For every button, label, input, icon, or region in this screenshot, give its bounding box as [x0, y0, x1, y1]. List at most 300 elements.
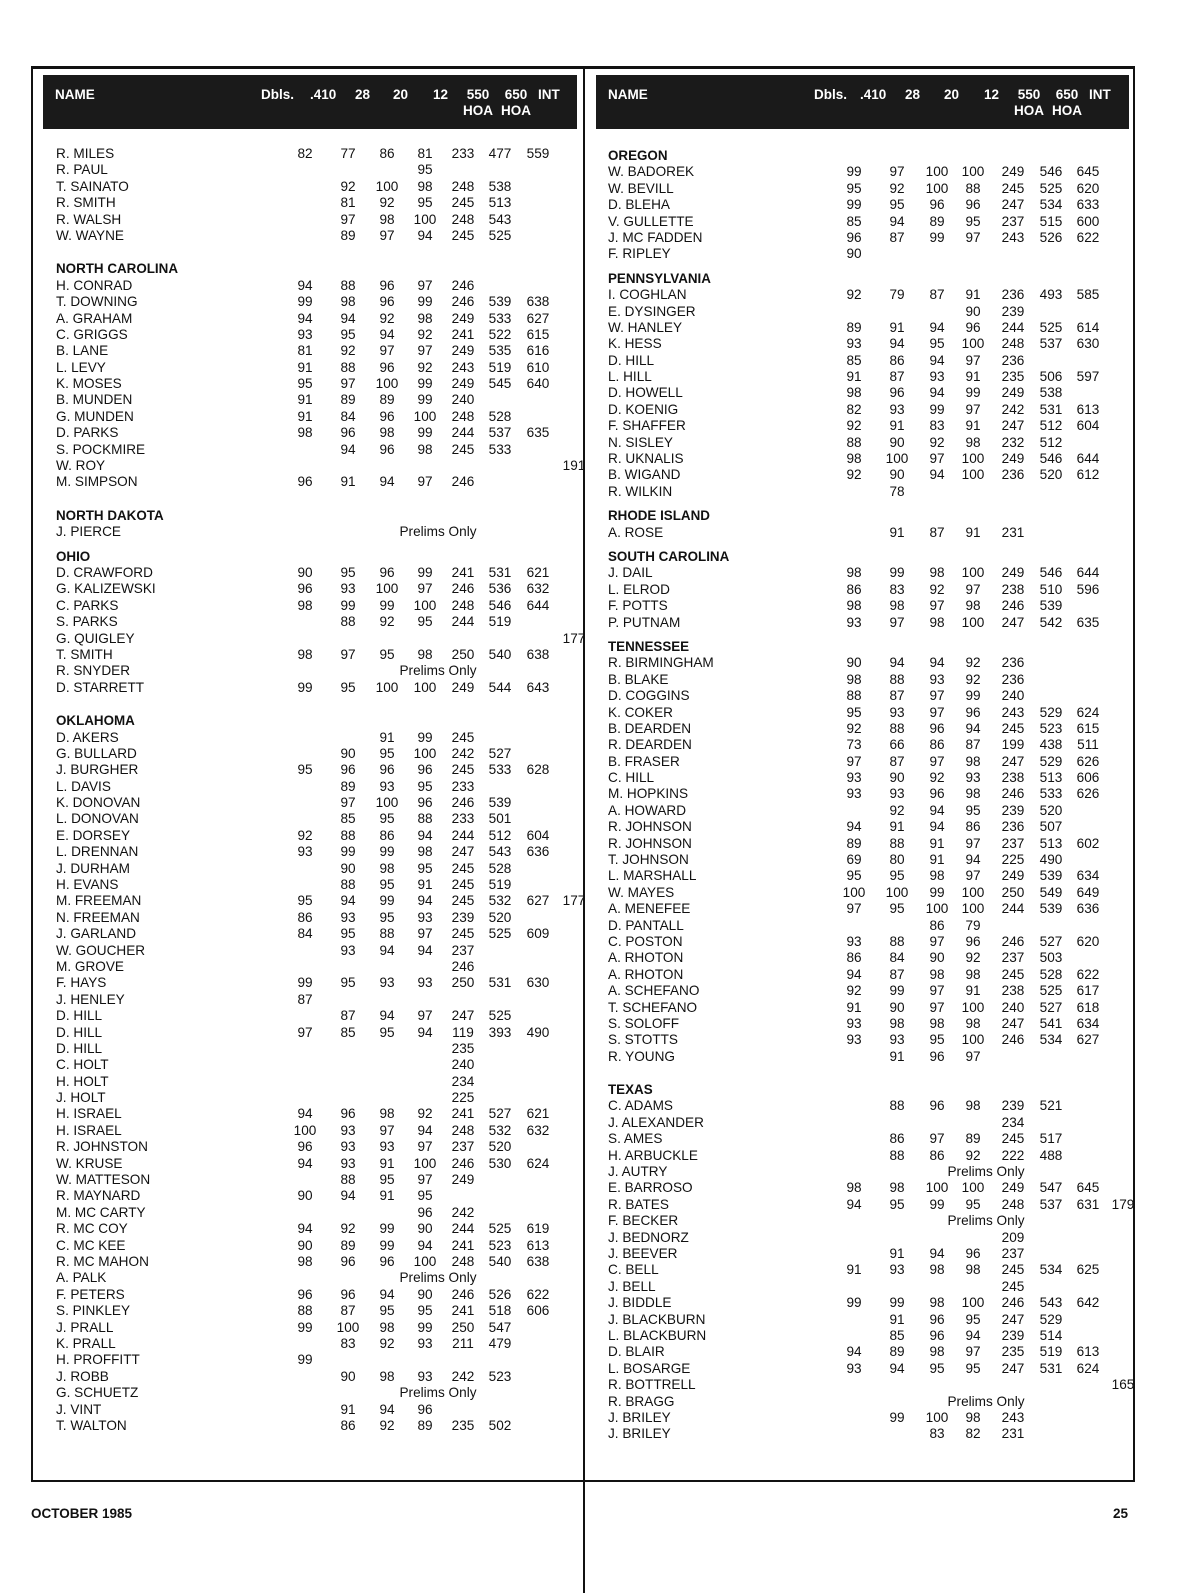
score-cell: 94: [929, 352, 945, 368]
score-cell: 511: [1077, 737, 1099, 753]
score-cell: 99: [929, 229, 945, 245]
shooter-row: [608, 1295, 1133, 1311]
header-550-hoa: HOA: [1014, 103, 1044, 118]
score-cell: 95: [965, 1360, 981, 1376]
score-cell: 91: [846, 369, 862, 385]
score-cell: 512: [1039, 418, 1063, 434]
score-cell: 539: [1039, 901, 1063, 917]
shooter-row: [56, 975, 583, 991]
score-cell: 618: [1076, 999, 1100, 1015]
score-cell: 246: [451, 474, 475, 490]
score-cell: 529: [1039, 753, 1063, 769]
score-cell: 89: [340, 392, 356, 408]
score-cell: 97: [965, 352, 981, 368]
score-cell: 98: [297, 597, 313, 613]
score-cell: 95: [340, 679, 356, 695]
score-cell: 634: [1076, 1015, 1100, 1031]
shooter-name: K. DONOVAN: [56, 795, 141, 811]
shooter-name: B. MUNDEN: [56, 392, 133, 408]
score-cell: 241: [451, 326, 475, 342]
score-cell: 88: [340, 877, 356, 893]
score-cell: 100: [925, 901, 949, 917]
score-cell: 95: [297, 893, 313, 909]
score-cell: 97: [417, 1008, 433, 1024]
shooter-row: [608, 1032, 1133, 1048]
score-cell: 97: [929, 983, 945, 999]
shooter-name: A. HOWARD: [608, 802, 687, 818]
score-cell: 86: [340, 1417, 356, 1433]
score-cell: 249: [1001, 451, 1025, 467]
score-cell: 522: [488, 326, 512, 342]
score-cell: 81: [340, 195, 356, 211]
score-cell: 99: [297, 294, 313, 310]
score-cell: 94: [929, 385, 945, 401]
shooter-row: [608, 819, 1133, 835]
score-cell: 543: [1039, 1295, 1063, 1311]
score-cell: 209: [1001, 1229, 1025, 1245]
shooter-name: R. JOHNSTON: [56, 1139, 148, 1155]
score-cell: 94: [379, 1008, 395, 1024]
shooter-name: B. DEARDEN: [608, 720, 692, 736]
score-cell: 531: [1039, 1360, 1063, 1376]
score-cell: 93: [379, 778, 395, 794]
score-cell: 99: [417, 392, 433, 408]
shooter-name: T. WALTON: [56, 1417, 127, 1433]
score-cell: 247: [1001, 418, 1025, 434]
score-cell: 100: [961, 565, 985, 581]
state-heading: NORTH DAKOTA: [56, 507, 164, 523]
score-cell: 243: [1001, 1409, 1025, 1425]
score-cell: 95: [965, 213, 981, 229]
shooter-row: [608, 721, 1133, 737]
score-cell: 625: [1076, 1262, 1100, 1278]
right-results-list: [608, 148, 1133, 1443]
score-cell: 236: [1001, 819, 1025, 835]
shooter-row: [608, 1131, 1133, 1147]
shooter-row: [608, 336, 1133, 352]
shooter-name: D. PANTALL: [608, 917, 684, 933]
score-cell: 93: [417, 1368, 433, 1384]
score-cell: 91: [889, 1048, 905, 1064]
score-cell: 81: [297, 343, 313, 359]
score-cell: 92: [846, 983, 862, 999]
score-cell: 93: [889, 401, 905, 417]
score-cell: 90: [340, 860, 356, 876]
score-cell: 488: [1039, 1147, 1063, 1163]
score-cell: 97: [340, 646, 356, 662]
header-550-top: 550: [466, 87, 490, 102]
score-cell: 249: [1001, 868, 1025, 884]
score-cell: 96: [379, 408, 395, 424]
score-cell: 86: [846, 950, 862, 966]
shooter-name: R. MAYNARD: [56, 1188, 141, 1204]
shooter-name: M. MC CARTY: [56, 1204, 146, 1220]
score-cell: 88: [889, 1098, 905, 1114]
score-cell: 86: [379, 146, 395, 161]
score-cell: 94: [297, 1106, 313, 1122]
score-cell: 241: [451, 564, 475, 580]
shooter-row: [56, 360, 583, 376]
shooter-row: [56, 1057, 583, 1073]
section-gap: [608, 1065, 1133, 1082]
shooter-name: J. BURGHER: [56, 762, 139, 778]
prelims-note: Prelims Only: [399, 524, 477, 540]
score-cell: 249: [451, 310, 475, 326]
score-cell: 519: [488, 877, 512, 893]
section-gap: [608, 263, 1133, 271]
score-cell: 615: [526, 326, 550, 342]
score-cell: 94: [965, 852, 981, 868]
shooter-name: J. HENLEY: [56, 991, 125, 1007]
score-cell: 85: [846, 213, 862, 229]
score-cell: 92: [929, 770, 945, 786]
shooter-row: [608, 1230, 1133, 1246]
score-cell: 81: [417, 146, 433, 161]
score-cell: 191: [562, 458, 586, 474]
score-cell: 525: [1039, 319, 1063, 335]
shooter-name: T. SMITH: [56, 646, 113, 662]
score-cell: 100: [375, 376, 399, 392]
score-cell: 94: [929, 1246, 945, 1261]
score-cell: 92: [379, 1335, 395, 1351]
header-20: 20: [944, 87, 960, 102]
shooter-row: [608, 868, 1133, 884]
score-cell: 222: [1001, 1147, 1025, 1163]
score-cell: 239: [1001, 1098, 1025, 1114]
score-cell: 91: [889, 524, 905, 540]
score-cell: 88: [889, 671, 905, 687]
score-cell: 99: [965, 385, 981, 401]
shooter-row: [608, 1246, 1133, 1262]
score-cell: 89: [379, 392, 395, 408]
score-cell: 236: [1001, 352, 1025, 368]
shooter-name: F. HAYS: [56, 975, 107, 991]
score-cell: 533: [1039, 786, 1063, 802]
shooter-name: G. KALIZEWSKI: [56, 581, 156, 597]
shooter-name: S. SOLOFF: [608, 1015, 680, 1031]
header-name: NAME: [55, 87, 95, 102]
shooter-name: F. BECKER: [608, 1213, 679, 1229]
score-cell: 88: [889, 720, 905, 736]
score-cell: 645: [1076, 1180, 1100, 1196]
score-cell: 90: [889, 770, 905, 786]
score-cell: 93: [340, 581, 356, 597]
score-cell: 624: [1076, 704, 1100, 720]
score-cell: 479: [488, 1335, 512, 1351]
score-cell: 533: [488, 310, 512, 326]
score-cell: 87: [889, 688, 905, 704]
score-cell: 84: [297, 926, 313, 942]
section-gap: [608, 500, 1133, 508]
shooter-row: [56, 1352, 583, 1368]
score-cell: 245: [1001, 1131, 1025, 1147]
score-cell: 88: [340, 827, 356, 843]
shooter-name: R. BRAGG: [608, 1393, 675, 1409]
shooter-row: [56, 1156, 583, 1172]
score-cell: 98: [417, 646, 433, 662]
state-heading: OREGON: [608, 148, 668, 163]
score-cell: 92: [846, 720, 862, 736]
score-cell: 232: [1001, 434, 1025, 450]
shooter-row: [56, 1106, 583, 1122]
shooter-name: J. ROBB: [56, 1368, 109, 1384]
score-cell: 626: [1076, 753, 1100, 769]
score-cell: 632: [526, 581, 550, 597]
score-cell: 520: [488, 909, 512, 925]
shooter-name: M. HOPKINS: [608, 786, 689, 802]
score-cell: 96: [929, 197, 945, 213]
score-cell: 93: [379, 1139, 395, 1155]
shooter-name: W. KRUSE: [56, 1155, 123, 1171]
score-cell: 619: [526, 1221, 550, 1237]
score-cell: 242: [451, 1368, 475, 1384]
score-cell: 92: [889, 802, 905, 818]
score-cell: 99: [846, 164, 862, 180]
score-cell: 512: [1039, 434, 1063, 450]
score-cell: 638: [526, 646, 550, 662]
header-dbls: Dbls.: [814, 87, 848, 102]
score-cell: 520: [488, 1139, 512, 1155]
shooter-row: [56, 392, 583, 408]
shooter-name: D. HILL: [56, 1024, 103, 1040]
shooter-row: [56, 1385, 583, 1401]
score-cell: 91: [889, 1246, 905, 1261]
shooter-row: [56, 565, 583, 581]
shooter-name: R. MILES: [56, 146, 115, 161]
shooter-name: G. BULLARD: [56, 745, 137, 761]
shooter-row: [56, 647, 583, 663]
shooter-name: C. PARKS: [56, 597, 119, 613]
shooter-row: [56, 811, 583, 827]
score-cell: 635: [526, 425, 550, 441]
score-cell: 99: [417, 294, 433, 310]
shooter-name: R. UKNALIS: [608, 451, 684, 467]
score-cell: 98: [297, 1254, 313, 1269]
score-cell: 98: [965, 966, 981, 982]
score-cell: 100: [961, 467, 985, 483]
score-cell: 537: [1039, 1196, 1063, 1212]
score-cell: 245: [1001, 180, 1025, 196]
shooter-row: [56, 1172, 583, 1188]
score-cell: 632: [526, 1122, 550, 1138]
shooter-name: L. MARSHALL: [608, 868, 697, 884]
score-cell: 94: [889, 655, 905, 671]
score-cell: 97: [965, 1048, 981, 1064]
score-cell: 523: [1039, 720, 1063, 736]
score-cell: 93: [297, 326, 313, 342]
score-cell: 94: [929, 467, 945, 483]
score-cell: 536: [488, 581, 512, 597]
score-cell: 100: [961, 884, 985, 900]
score-cell: 624: [1076, 1360, 1100, 1376]
shooter-row: [608, 1312, 1133, 1328]
score-cell: 630: [1076, 336, 1100, 352]
score-cell: 237: [1001, 213, 1025, 229]
score-cell: 94: [340, 893, 356, 909]
shooter-name: H. ISRAEL: [56, 1122, 122, 1138]
score-cell: 96: [929, 1048, 945, 1064]
score-cell: 95: [417, 195, 433, 211]
shooter-name: R. MC COY: [56, 1221, 128, 1237]
shooter-name: D. HOWELL: [608, 385, 683, 401]
shooter-row: [56, 442, 583, 458]
score-cell: 539: [1039, 598, 1063, 614]
score-cell: 633: [1076, 197, 1100, 213]
score-cell: 95: [379, 811, 395, 827]
score-cell: 99: [929, 1196, 945, 1212]
score-cell: 626: [1076, 786, 1100, 802]
score-cell: 236: [1001, 467, 1025, 483]
score-cell: 539: [488, 294, 512, 310]
score-cell: 624: [526, 1155, 550, 1171]
score-cell: 119: [452, 1024, 474, 1040]
shooter-row: [608, 967, 1133, 983]
score-cell: 245: [1001, 966, 1025, 982]
score-cell: 249: [1001, 385, 1025, 401]
shooter-name: T. DOWNING: [56, 294, 138, 310]
shooter-row: [56, 179, 583, 195]
score-cell: 92: [929, 581, 945, 597]
score-cell: 91: [846, 999, 862, 1015]
score-cell: 100: [961, 901, 985, 917]
score-cell: 95: [417, 1188, 433, 1204]
score-cell: 248: [451, 408, 475, 424]
score-cell: 245: [1001, 720, 1025, 736]
score-cell: 87: [929, 287, 945, 303]
score-cell: 97: [379, 1122, 395, 1138]
score-cell: 93: [846, 786, 862, 802]
score-cell: 248: [1001, 1196, 1025, 1212]
score-cell: 642: [1076, 1295, 1100, 1311]
score-cell: 241: [451, 1237, 475, 1253]
shooter-row: [56, 1139, 583, 1155]
score-cell: 99: [379, 597, 395, 613]
score-cell: 85: [340, 1024, 356, 1040]
left-results-list: [56, 146, 586, 1434]
score-cell: 94: [417, 227, 433, 243]
score-cell: 100: [961, 1295, 985, 1311]
score-cell: 248: [451, 211, 475, 227]
score-cell: 99: [417, 376, 433, 392]
shooter-row: [608, 1377, 1133, 1393]
score-cell: 93: [846, 336, 862, 352]
score-cell: 98: [889, 1180, 905, 1196]
score-cell: 246: [1001, 1032, 1025, 1048]
score-cell: 533: [488, 441, 512, 457]
shooter-row: [608, 353, 1133, 369]
score-cell: 91: [889, 1311, 905, 1327]
score-cell: 96: [297, 1139, 313, 1155]
score-cell: 94: [417, 942, 433, 958]
score-cell: 98: [929, 614, 945, 630]
score-cell: 234: [1001, 1114, 1025, 1130]
score-cell: 91: [965, 983, 981, 999]
shooter-row: [608, 565, 1133, 581]
score-cell: 240: [451, 1057, 475, 1073]
shooter-name: R. BIRMINGHAM: [608, 655, 714, 671]
shooter-name: D. HILL: [56, 1040, 103, 1056]
score-cell: 98: [379, 425, 395, 441]
shooter-name: E. BARROSO: [608, 1180, 693, 1196]
header-550: [463, 87, 493, 119]
score-cell: 99: [417, 729, 433, 745]
score-cell: 92: [965, 671, 981, 687]
score-cell: 95: [379, 745, 395, 761]
score-cell: 225: [1001, 852, 1025, 868]
shooter-row: [56, 992, 583, 1008]
score-cell: 179: [1111, 1196, 1135, 1212]
score-cell: 532: [488, 893, 512, 909]
shooter-name: C. HOLT: [56, 1057, 109, 1073]
section-gap: [608, 631, 1133, 639]
score-cell: 94: [889, 213, 905, 229]
header-550-top: 550: [1017, 87, 1041, 102]
score-cell: 613: [1076, 401, 1100, 417]
score-cell: 638: [526, 294, 550, 310]
score-cell: 514: [1039, 1327, 1063, 1343]
score-cell: 100: [413, 1254, 437, 1269]
shooter-name: J. BRILEY: [608, 1426, 671, 1442]
score-cell: 95: [379, 1172, 395, 1188]
shooter-name: W. MAYES: [608, 884, 675, 900]
shooter-row: [56, 1287, 583, 1303]
score-cell: 527: [488, 745, 512, 761]
score-cell: 527: [1039, 933, 1063, 949]
score-cell: 100: [375, 581, 399, 597]
score-cell: 95: [846, 704, 862, 720]
shooter-row: [608, 1262, 1133, 1278]
shooter-row: [56, 1418, 583, 1434]
score-cell: 97: [965, 835, 981, 851]
score-cell: 525: [488, 926, 512, 942]
score-cell: 99: [297, 1319, 313, 1335]
score-cell: 97: [889, 614, 905, 630]
score-cell: 96: [379, 294, 395, 310]
shooter-name: L. BOSARGE: [608, 1360, 691, 1376]
score-cell: 438: [1039, 737, 1063, 753]
header-410: .410: [860, 87, 887, 102]
shooter-row: [56, 409, 583, 425]
shooter-name: D. AKERS: [56, 729, 119, 745]
score-cell: 95: [889, 868, 905, 884]
score-cell: 532: [488, 1122, 512, 1138]
score-cell: 88: [846, 688, 862, 704]
state-heading: PENNSYLVANIA: [608, 270, 711, 286]
score-cell: 97: [417, 926, 433, 942]
score-cell: 248: [451, 1254, 475, 1269]
score-cell: 507: [1039, 819, 1063, 835]
score-cell: 602: [1076, 835, 1100, 851]
score-cell: 84: [889, 950, 905, 966]
score-cell: 96: [889, 385, 905, 401]
score-cell: 513: [1039, 770, 1063, 786]
shooter-name: M. GROVE: [56, 958, 124, 974]
shooter-name: D. BLEHA: [608, 197, 670, 213]
score-cell: 523: [488, 1368, 512, 1384]
score-cell: 233: [451, 811, 475, 827]
score-cell: 538: [488, 178, 512, 194]
score-cell: 250: [451, 646, 475, 662]
shooter-name: D. CRAWFORD: [56, 564, 153, 580]
shooter-name: B. LANE: [56, 343, 109, 359]
score-cell: 96: [965, 704, 981, 720]
score-cell: 90: [889, 434, 905, 450]
score-cell: 100: [925, 180, 949, 196]
score-cell: 93: [846, 1015, 862, 1031]
score-cell: 95: [340, 564, 356, 580]
shooter-row: [56, 524, 583, 540]
score-cell: 242: [451, 1204, 475, 1220]
